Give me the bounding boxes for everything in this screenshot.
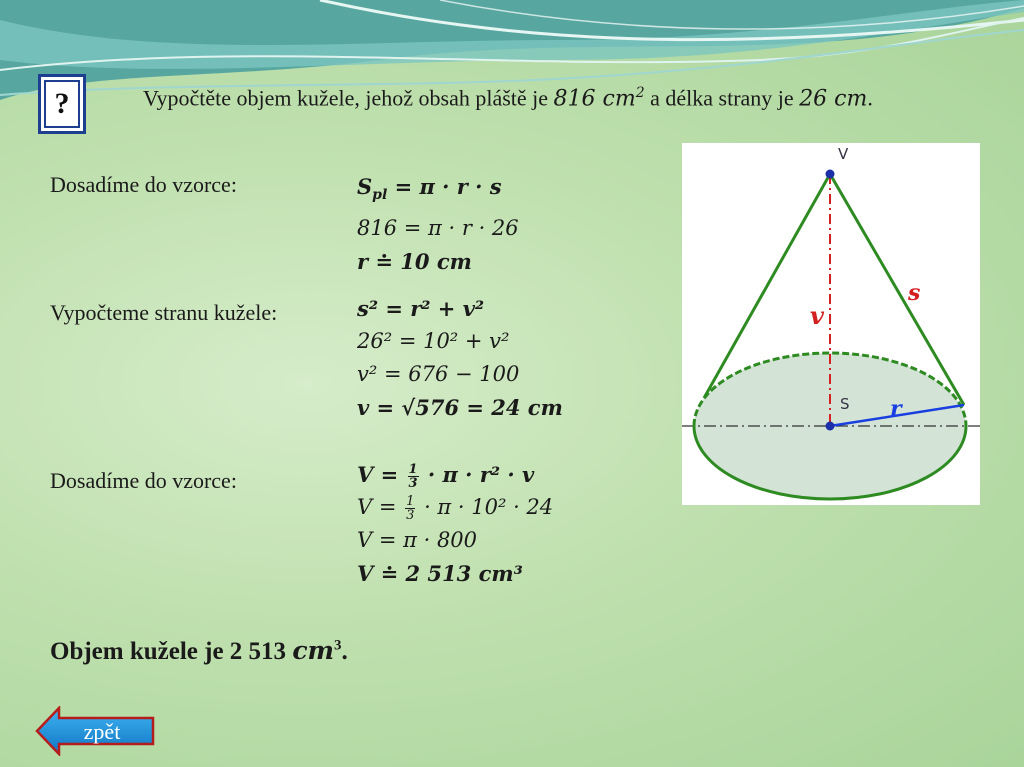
step2-line2: 26² = 10² + v² (357, 329, 510, 353)
cone-figure (682, 143, 980, 505)
answer-unit: cm (292, 636, 334, 665)
answer-text (50, 636, 348, 666)
step2-line1: s² = r² + v² (357, 296, 485, 321)
answer-main: Objem kužele je 2 513 (50, 638, 293, 665)
step1-line1: $S_{pl} = \pi \cdot r \cdot s$ (357, 174, 502, 204)
step2-label: Vypočteme stranu kužele: (50, 300, 278, 325)
answer-end: . (341, 638, 348, 665)
back-arrow-icon (37, 708, 153, 754)
step3-line3: V = π · 800 (357, 528, 478, 552)
side-label: s (908, 280, 921, 306)
task-text-c: . (867, 85, 873, 111)
step2-line4: v = √576 = 24 cm (357, 395, 563, 420)
task-text-b: a délka strany je (644, 85, 800, 111)
task-text (143, 78, 969, 114)
fraction-one-third: $\frac{1}{3}$ (406, 494, 415, 523)
step3-line4: V ≐ 2 513 cm³ (357, 561, 523, 586)
task-text-a: Vypočtěte objem kužele, jehož obsah pláště je (143, 85, 554, 111)
question-icon: ? (38, 74, 86, 134)
step1-line3: r ≐ 10 cm (357, 249, 472, 275)
step3-line2: V = $\frac{1}{3}$ · π · 10² · 24 (357, 494, 554, 523)
task-area: 816 cm (553, 86, 636, 112)
step2-equations (357, 292, 563, 424)
step3-line1: V = $\frac{1}{3}$ · π · r² · v (357, 462, 535, 491)
center-label: S (840, 395, 850, 413)
task-side: 26 cm (799, 86, 868, 112)
back-button[interactable] (35, 706, 155, 756)
back-button-label: zpět (83, 719, 121, 744)
step1-line2: 816 = π · r · 26 (357, 216, 519, 241)
step3-equations (357, 458, 553, 590)
apex-label: V (838, 145, 849, 163)
height-label: v (810, 301, 824, 330)
fraction-one-third: $\frac{1}{3}$ (408, 462, 418, 491)
step2-line3: v² = 676 − 100 (357, 362, 520, 386)
center-point (826, 422, 835, 431)
apex-point (826, 170, 835, 179)
step1-label: Dosadíme do vzorce: (50, 172, 237, 197)
step3-label: Dosadíme do vzorce: (50, 468, 237, 493)
radius-label: r (890, 396, 902, 422)
answer-exp: 3 (334, 637, 342, 654)
task-area-exp: 2 (635, 85, 645, 101)
step1-equations (357, 170, 519, 278)
